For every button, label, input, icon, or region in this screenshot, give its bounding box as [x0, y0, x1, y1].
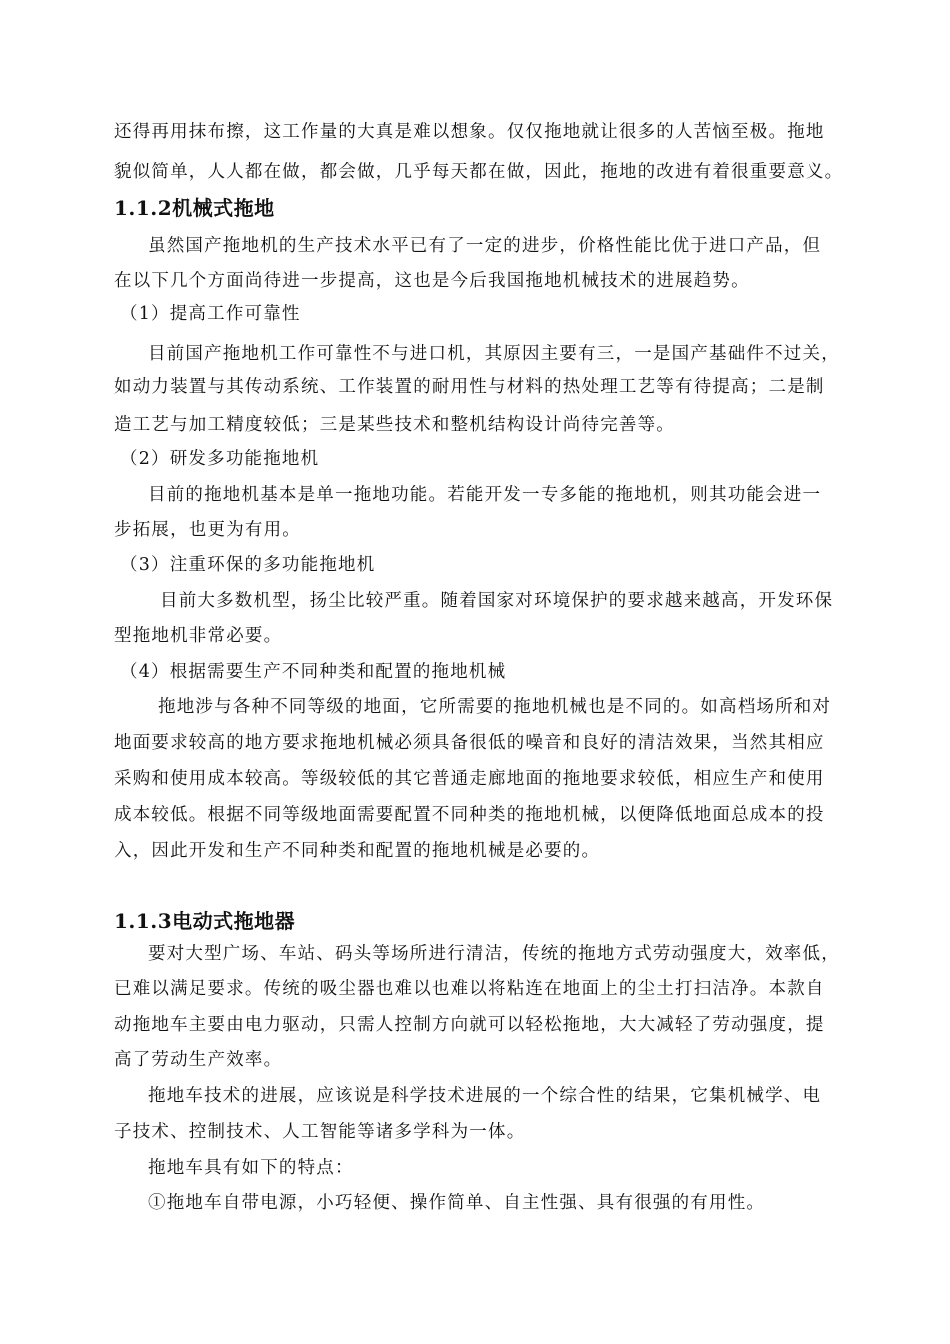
paragraph-line: 还得再用抹布擦，这工作量的大真是难以想象。仅仅拖地就让很多的人苦恼至极。拖地 — [114, 122, 825, 142]
paragraph-line: 如动力装置与其传动系统、工作装置的耐用性与材料的热处理工艺等有待提高；二是制 — [114, 377, 825, 397]
paragraph-line: 拖地涉与各种不同等级的地面，它所需要的拖地机械也是不同的。如高档场所和对 — [158, 697, 832, 717]
paragraph-line: 入，因此开发和生产不同种类和配置的拖地机械是必要的。 — [114, 841, 601, 861]
list-item-heading: （3）注重环保的多功能拖地机 — [120, 555, 376, 575]
paragraph-line: 型拖地机非常必要。 — [114, 626, 283, 646]
paragraph-line: 子技术、控制技术、人工智能等诸多学科为一体。 — [114, 1122, 526, 1142]
paragraph-line: 动拖地车主要由电力驱动，只需人控制方向就可以轻松拖地，大大减轻了劳动强度，提 — [114, 1015, 825, 1035]
paragraph-line: 要对大型广场、车站、码头等场所进行清洁，传统的拖地方式劳动强度大，效率低， — [148, 944, 840, 964]
section-heading-1-1-3: 1.1.3电动式拖地器 — [114, 909, 296, 933]
paragraph-line: 已难以满足要求。传统的吸尘器也难以也难以将粘连在地面上的尘土打扫洁净。本款自 — [114, 979, 825, 999]
paragraph-line: 步拓展，也更为有用。 — [114, 520, 301, 540]
list-item-heading: （2）研发多功能拖地机 — [120, 449, 320, 469]
paragraph-line: 拖地车具有如下的特点： — [148, 1158, 354, 1178]
list-item-heading: （1）提高工作可靠性 — [120, 304, 301, 324]
paragraph-line: 目前国产拖地机工作可靠性不与进口机，其原因主要有三，一是国产基础件不过关， — [148, 344, 840, 364]
section-heading-1-1-2: 1.1.2机械式拖地 — [114, 196, 275, 220]
paragraph-line: 拖地车技术的进展，应该说是科学技术进展的一个综合性的结果，它集机械学、电 — [148, 1086, 822, 1106]
paragraph-line: 在以下几个方面尚待进一步提高，这也是今后我国拖地机械技术的进展趋势。 — [114, 271, 750, 291]
paragraph-line: 目前的拖地机基本是单一拖地功能。若能开发一专多能的拖地机，则其功能会进一 — [148, 485, 822, 505]
paragraph-line: 虽然国产拖地机的生产技术水平已有了一定的进步，价格性能比优于进口产品，但 — [148, 236, 822, 256]
list-item-heading: （4）根据需要生产不同种类和配置的拖地机械 — [120, 662, 507, 682]
paragraph-line: 目前大多数机型，扬尘比较严重。随着国家对环境保护的要求越来越高，开发环保 — [160, 591, 834, 611]
paragraph-line: 造工艺与加工精度较低；三是某些技术和整机结构设计尚待完善等。 — [114, 415, 675, 435]
paragraph-line: 地面要求较高的地方要求拖地机械必须具备很低的噪音和良好的清洁效果，当然其相应 — [114, 733, 825, 753]
list-item: ①拖地车自带电源，小巧轻便、操作简单、自主性强、具有很强的有用性。 — [148, 1193, 766, 1213]
paragraph-line: 成本较低。根据不同等级地面需要配置不同种类的拖地机械，以便降低地面总成本的投 — [114, 805, 825, 825]
paragraph-line: 高了劳动生产效率。 — [114, 1050, 283, 1070]
paragraph-line: 采购和使用成本较高。等级较低的其它普通走廊地面的拖地要求较低，相应生产和使用 — [114, 769, 825, 789]
paragraph-line: 貌似简单，人人都在做，都会做，几乎每天都在做，因此，拖地的改进有着很重要意义。 — [114, 162, 844, 182]
